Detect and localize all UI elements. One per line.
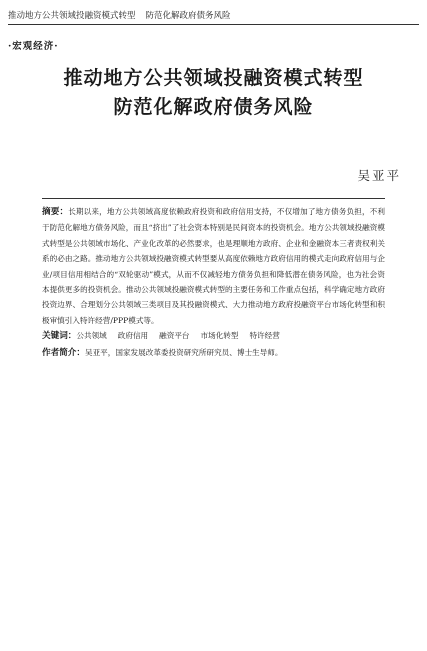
column-tag: ·宏观经济· — [8, 41, 59, 52]
running-head — [8, 8, 419, 25]
author-name: 吴亚平 — [357, 168, 401, 183]
author-bio-line — [42, 345, 385, 361]
abstract-section — [42, 198, 385, 361]
abstract-label: 摘要： — [42, 207, 69, 217]
title-line-1: 推动地方公共领域投融资模式转型 — [63, 67, 364, 89]
keyword-item: 特许经营 — [249, 331, 280, 341]
article-title — [0, 64, 427, 122]
abstract-paragraph — [42, 204, 385, 328]
keywords-label: 关键词： — [42, 331, 77, 342]
keyword-item: 政府信用 — [117, 331, 149, 341]
title-line-2: 防范化解政府债务风险 — [113, 96, 314, 118]
bio-text: 吴亚平，国家发展改革委投资研究所研究员、博士生导师。 — [84, 347, 283, 357]
running-head-left: 推动地方公共领域投融资模式转型 — [8, 11, 136, 21]
bio-label: 作者简介： — [42, 347, 85, 358]
keyword-item: 市场化转型 — [200, 331, 239, 341]
keyword-item: 融资平台 — [159, 331, 190, 341]
keywords-line — [42, 328, 385, 344]
abstract-text: 长期以来，地方公共领域高度依赖政府投资和政府信用支持，不仅增加了地方债务负担，不利于防范化解地方债务风险，而且“挤出”了社会资本特别是民间资本的投资机会。地方公共领域投融资模式转型是公共领域市场化、产业化改革的必然要求，也是理顺地方政府、企业和金融资本三者责权利关系的必由之路。推动地方公共领域投融资模式转型要从高度依赖地方政府信用的模式走向政府信用与企业/项目信用相结合的“双轮驱动”模式，从而不仅减轻地方债务负担和降低潜在债务风险，也为社会资本提供更多的投资机会。推动公共领域投融资模式转型的主要任务和工作重点包括，科学确定地方政府投资边界、合理划分公共领域三类项目及其投融资模式、大力推动地方政府投融资平台市场化转型和积极审慎引入特许经营/PPP模式等。 — [42, 207, 385, 325]
keyword-item: 公共领域 — [76, 331, 107, 341]
running-head-right: 防范化解政府债务风险 — [145, 11, 231, 21]
